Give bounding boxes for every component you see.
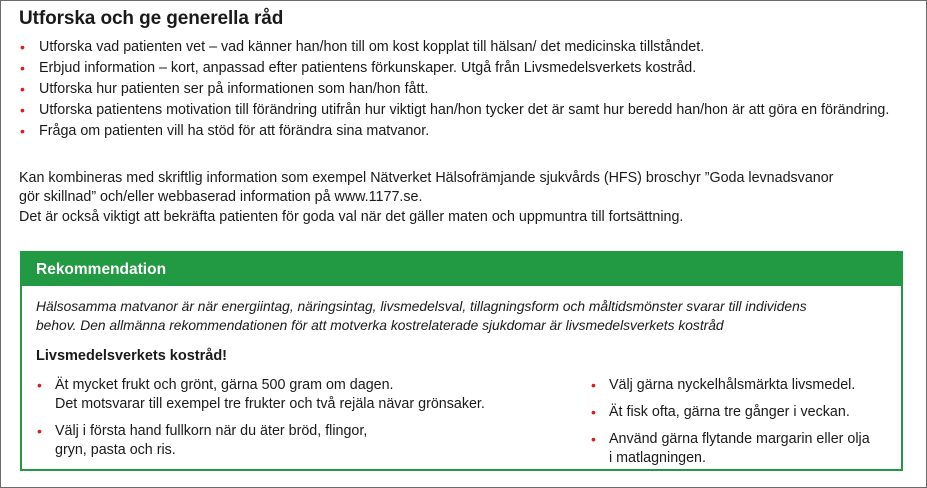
list-item (19, 38, 899, 57)
list-item-text: Välj gärna nyckelhålsmärkta livsmedel. (609, 377, 856, 393)
list-item-text: Utforska vad patienten vet – vad känner han/hon till om kost kopplat till hälsan/ det medicinska tillståndet. (39, 39, 705, 55)
list-item (36, 422, 556, 460)
bullet-icon: • (37, 423, 42, 439)
list-item-text: Erbjud information – kort, anpassad efter patientens förkunskaper. Utgå från Livsmedelsverkets kostråd. (39, 60, 697, 76)
list-item-text: Välj i första hand fullkorn när du äter bröd, flingor, (55, 423, 368, 439)
list-item (19, 80, 899, 99)
kostrad-list-left (36, 376, 556, 468)
list-item (590, 403, 890, 422)
list-item-text: Ät mycket frukt och grönt, gärna 500 gram om dagen. (55, 377, 394, 393)
list-item (590, 376, 890, 395)
page-title: Utforska och ge generella råd (19, 8, 284, 29)
list-item (19, 101, 899, 120)
bullet-icon: • (591, 404, 596, 420)
list-item-text: Ät fisk ofta, gärna tre gånger i veckan. (609, 404, 850, 420)
list-item-text: Fråga om patienten vill ha stöd för att förändra sina matvanor. (39, 123, 430, 139)
recommendation-text-line: behov. Den allmänna rekommendationen för att motverka kostrelaterade sjukdomar är livsmedelsverkets kostråd (36, 318, 724, 333)
kostrad-heading: Livsmedelsverkets kostråd! (36, 348, 228, 364)
list-item-text: gryn, pasta och ris. (55, 442, 176, 458)
kostrad-list-right (590, 376, 890, 476)
list-item (19, 59, 899, 78)
info-paragraph (19, 169, 899, 207)
advice-list (19, 38, 899, 143)
list-item (36, 376, 556, 414)
recommendation-box (20, 251, 903, 471)
list-item-text: Utforska hur patienten ser på informationen som han/hon fått. (39, 81, 429, 97)
info-paragraph-line: gör skillnad” och/eller webbaserad information på www.1177.se. (19, 189, 423, 205)
bullet-icon: • (20, 102, 25, 118)
bullet-icon: • (591, 431, 596, 447)
bullet-icon: • (20, 39, 25, 55)
recommendation-text-line: Hälsosamma matvanor är när energiintag, näringsintag, livsmedelsval, tillagningsform och måltidsmönster svarar till individens (36, 299, 807, 314)
list-item-text: Utforska patientens motivation till förändring utifrån hur viktigt han/hon tycker det är samt hur beredd han/hon är att göra en förändring. (39, 102, 890, 118)
encouragement-paragraph: Det är också viktigt att bekräfta patienten för goda val när det gäller maten och uppmuntra till fortsättning. (19, 209, 684, 225)
recommendation-text (36, 297, 891, 335)
bullet-icon: • (37, 377, 42, 393)
list-item-text: Använd gärna flytande margarin eller olja (609, 431, 870, 447)
list-item (590, 430, 890, 468)
bullet-icon: • (20, 81, 25, 97)
list-item (19, 122, 899, 141)
bullet-icon: • (20, 123, 25, 139)
recommendation-header: Rekommendation (22, 253, 901, 286)
bullet-icon: • (20, 60, 25, 76)
list-item-text: i matlagningen. (609, 450, 706, 466)
info-paragraph-line: Kan kombineras med skriftlig information som exempel Nätverket Hälsofrämjande sjukvårds (HFS) broschyr ”Goda levnadsvanor (19, 170, 834, 186)
list-item-text: Det motsvarar till exempel tre frukter och två rejäla nävar grönsaker. (55, 396, 485, 412)
bullet-icon: • (591, 377, 596, 393)
